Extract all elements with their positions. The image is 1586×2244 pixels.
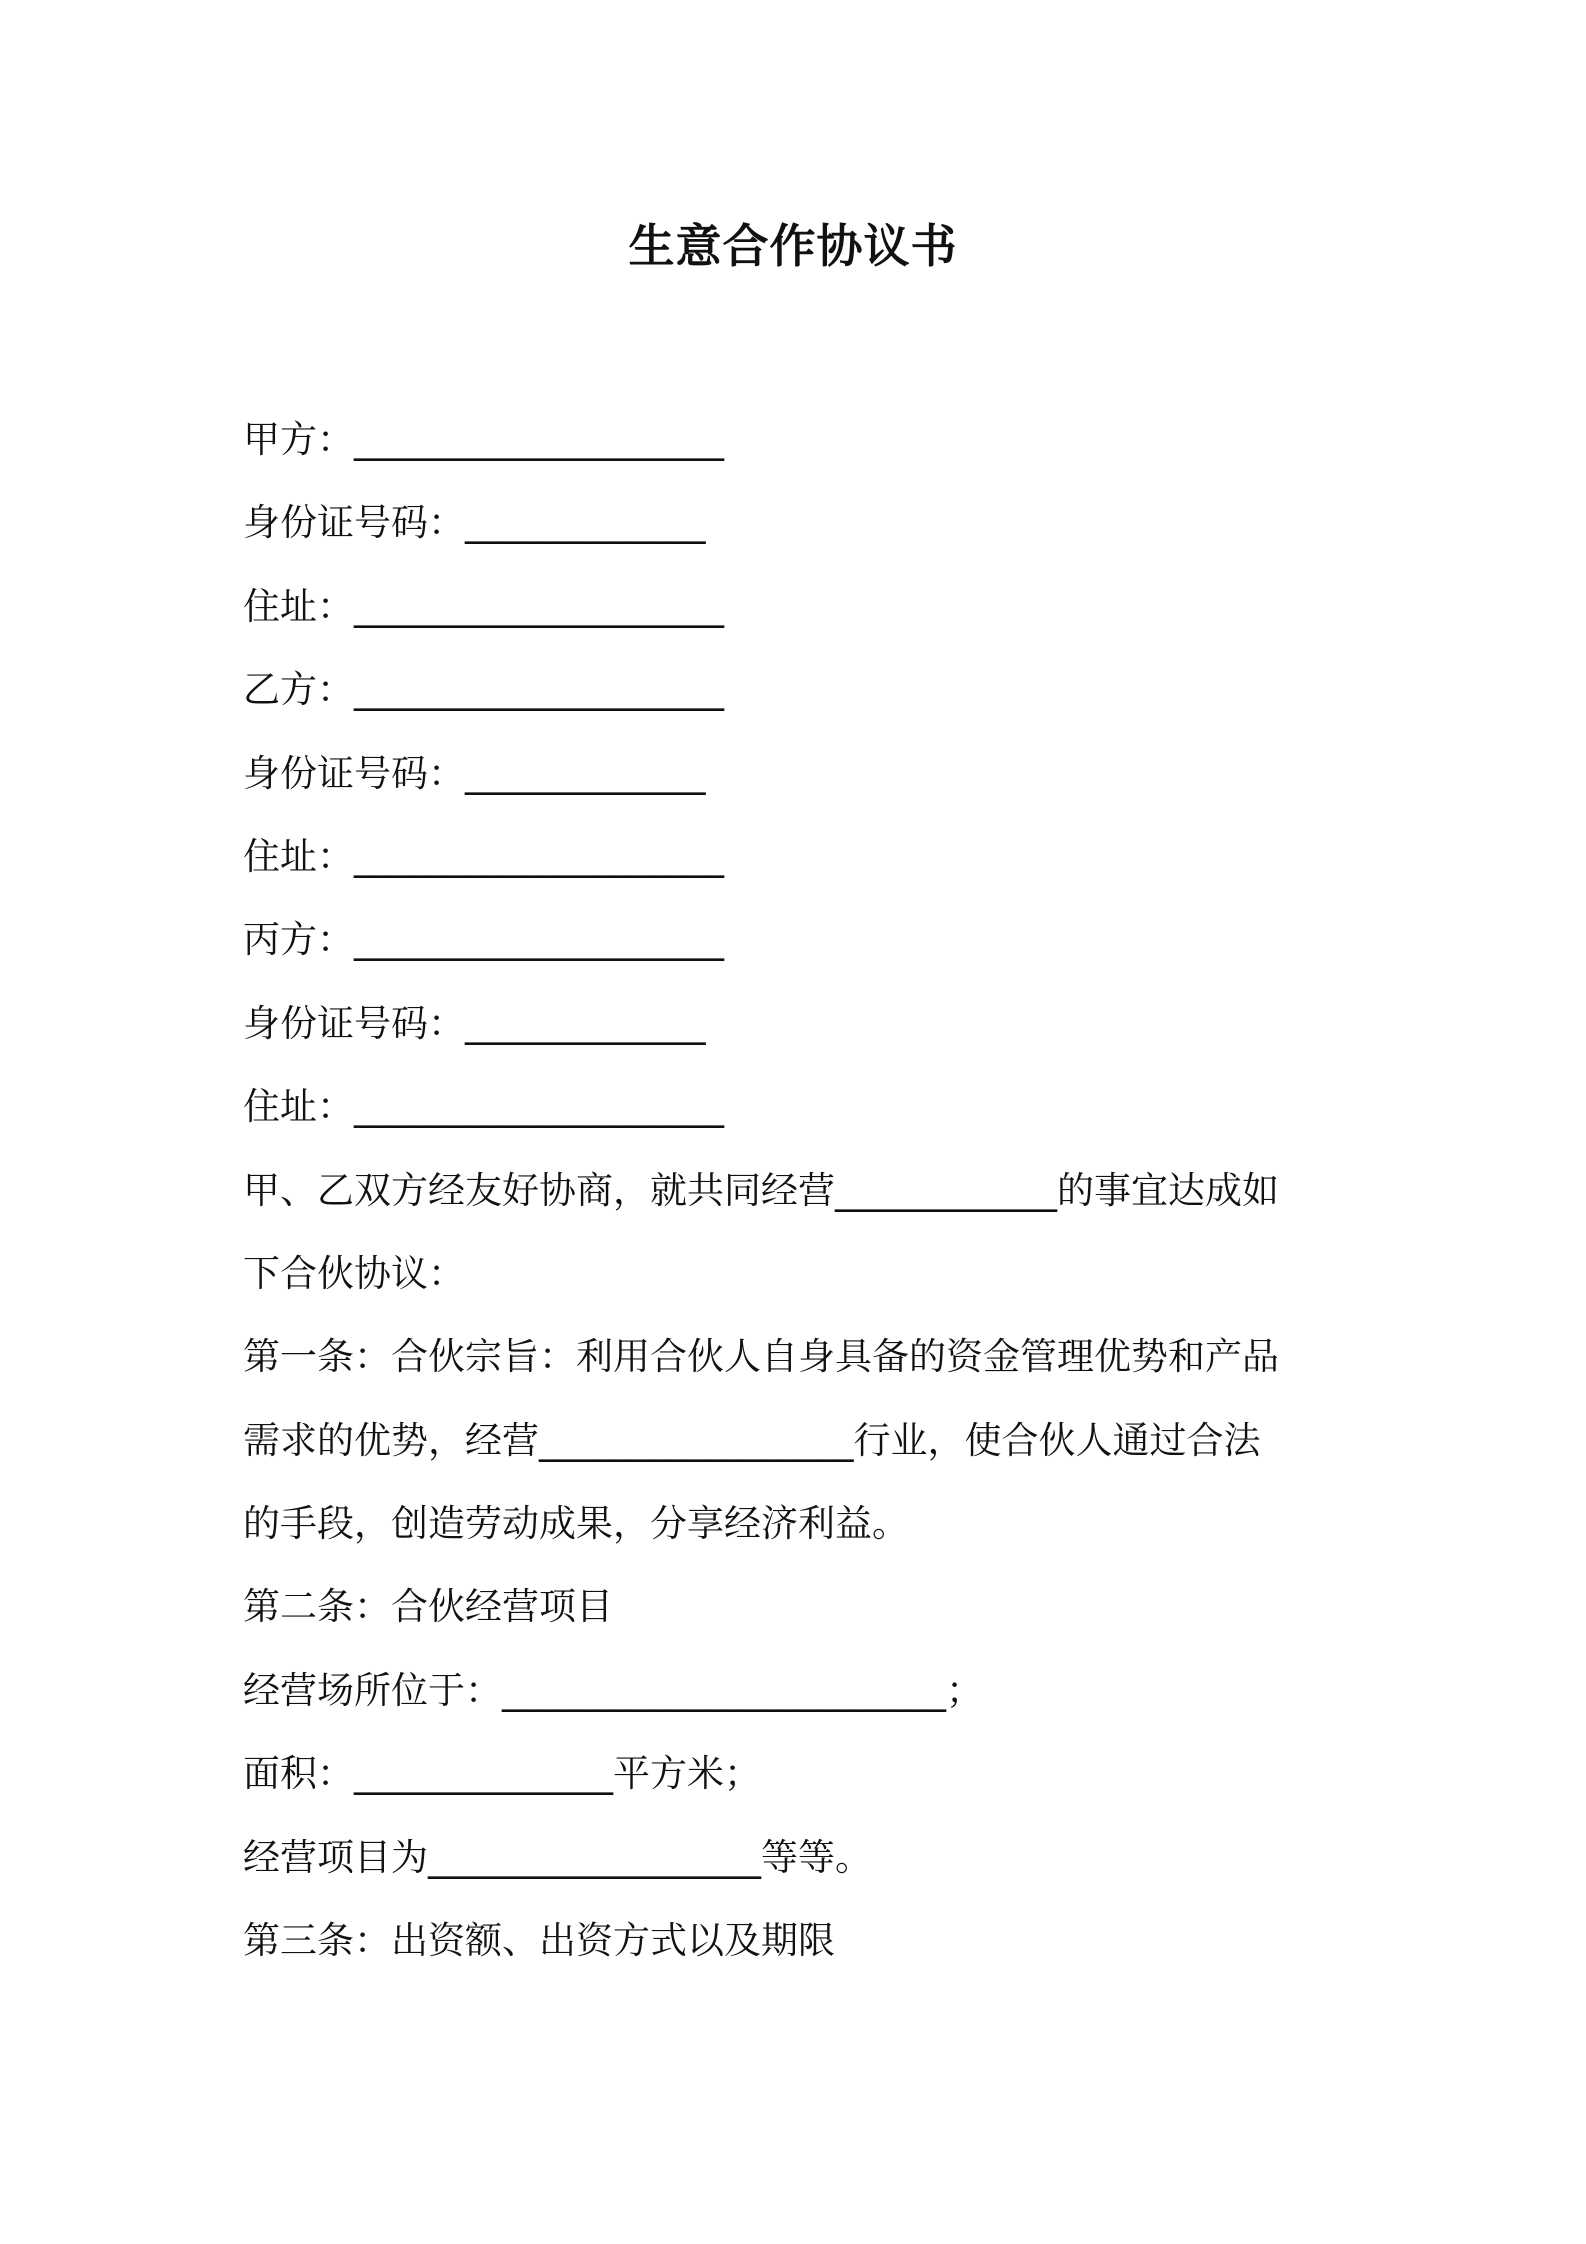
party-c-id-line: 身份证号码：_____________ (243, 1001, 706, 1045)
party-c-line: 丙方：____________________ (243, 918, 724, 962)
party-b-line: 乙方：____________________ (243, 668, 724, 712)
article-1-line-3: 的手段，创造劳动成果，分享经济利益。 (243, 1502, 909, 1546)
document-body (243, 398, 1363, 1982)
area-line: 面积：______________平方米； (243, 1752, 761, 1796)
preamble-line-1: 甲、乙双方经友好协商，就共同经营____________的事宜达成如 (243, 1168, 1279, 1212)
article-1-line-1: 第一条：合伙宗旨：利用合伙人自身具备的资金管理优势和产品 (243, 1335, 1279, 1379)
party-a-id-line: 身份证号码：_____________ (243, 501, 706, 545)
document-title: 生意合作协议书 (628, 219, 958, 273)
article-3-heading: 第三条：出资额、出资方式以及期限 (243, 1919, 835, 1963)
article-2-heading: 第二条：合伙经营项目 (243, 1585, 613, 1629)
business-items-line: 经营项目为__________________等等。 (243, 1835, 872, 1879)
party-b-id-line: 身份证号码：_____________ (243, 751, 706, 795)
party-a-address-line: 住址：____________________ (243, 584, 724, 628)
party-b-address-line: 住址：____________________ (243, 834, 724, 878)
party-a-line: 甲方：____________________ (243, 418, 724, 461)
business-location-line: 经营场所位于：________________________； (243, 1668, 983, 1712)
preamble-line-2: 下合伙协议： (243, 1251, 465, 1295)
party-c-address-line: 住址：____________________ (243, 1085, 724, 1129)
article-1-line-2: 需求的优势，经营_________________行业，使合伙人通过合法 (243, 1418, 1261, 1462)
